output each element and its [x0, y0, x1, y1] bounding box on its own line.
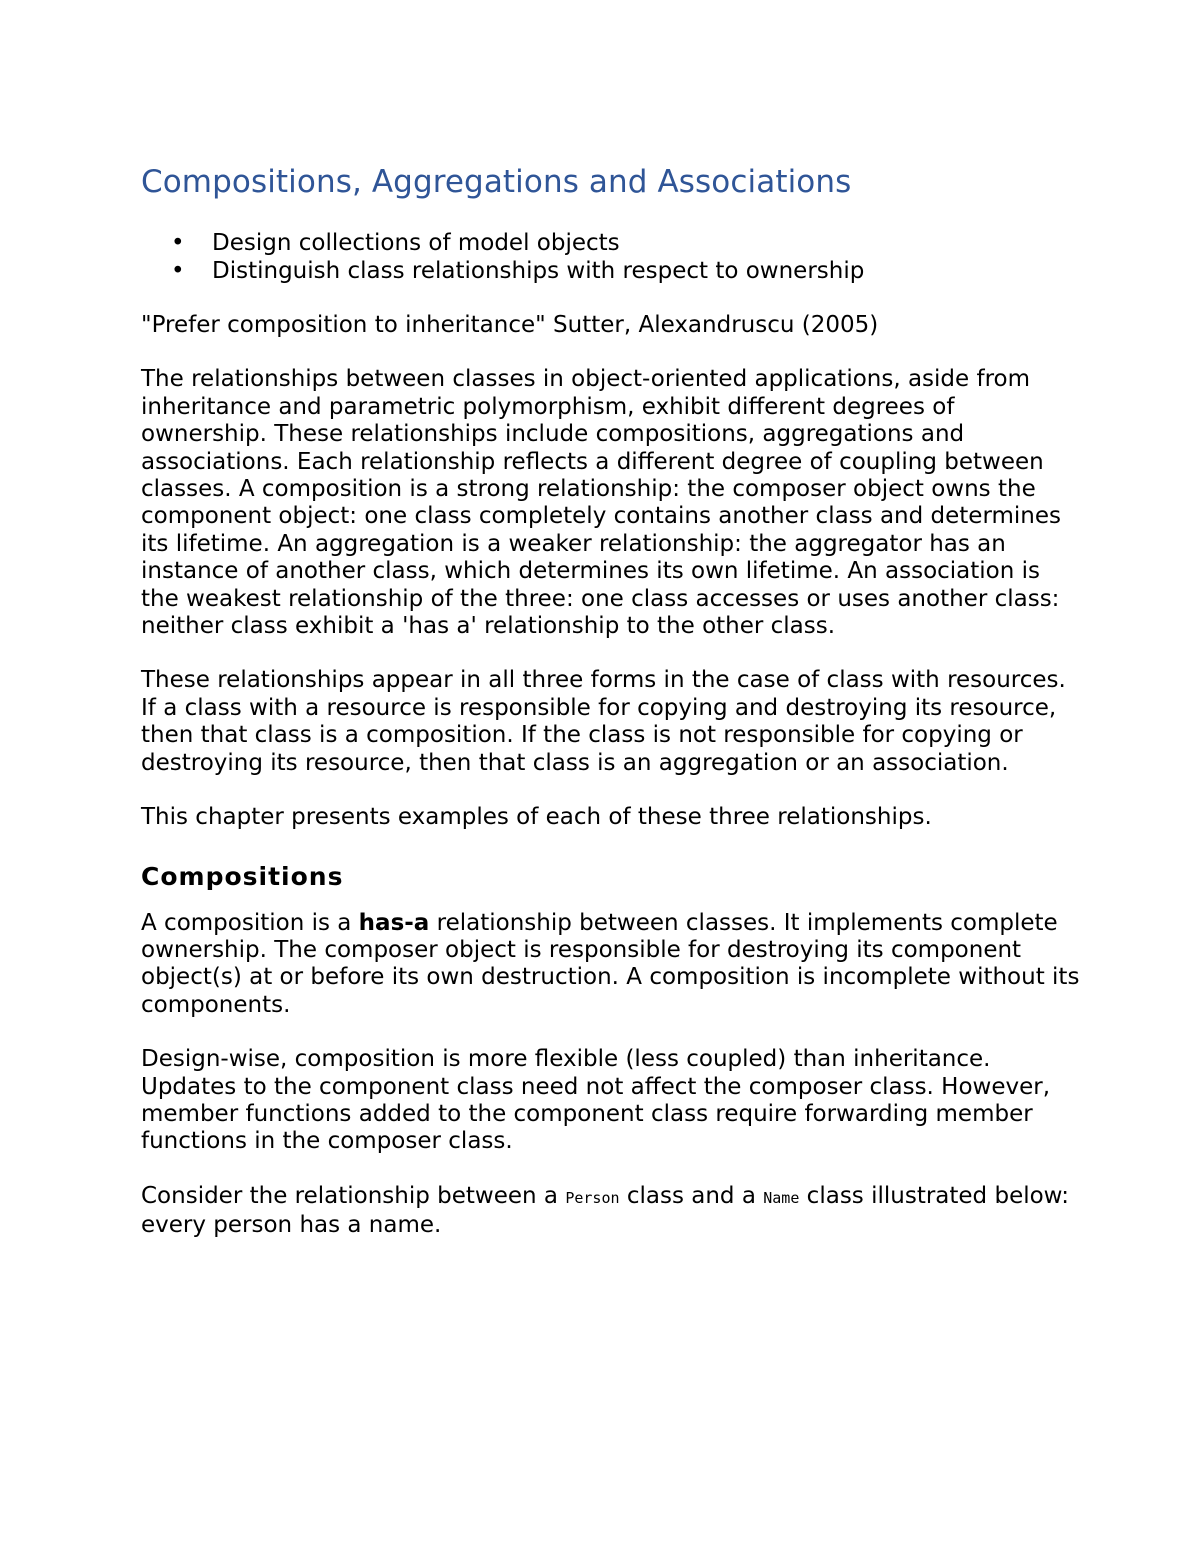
list-item [141, 230, 1081, 258]
text-run: Consider the relationship between a [141, 1182, 566, 1209]
intro-paragraph: This chapter presents examples of each of these three relationships. [141, 804, 932, 831]
bullet-icon: • [171, 230, 185, 256]
bullet-icon: • [171, 257, 185, 284]
code-term: Name [763, 1188, 800, 1207]
document-page [141, 160, 1081, 1240]
code-term: Person [565, 1188, 620, 1207]
composition-paragraph [141, 910, 1081, 1020]
intro-paragraph: These relationships appear in all three forms in the case of class with resources. If a class with a resource is responsible for copying and destroying its resource, then that class is a composition. If the class is not responsible for copying or destroying its resource, then that class is an aggregation or an association. [141, 667, 1066, 776]
text-run: class illustrated below: every person has a name. [141, 1182, 1069, 1239]
objective-text: Distinguish class relationships with respect to ownership [212, 257, 865, 284]
objective-text: Design collections of model objects [212, 230, 620, 256]
page-title: Compositions, Aggregations and Associations [141, 164, 852, 200]
composition-paragraph: Design-wise, composition is more flexible (less coupled) than inheritance. Updates to the component class need not affect the composer class. However, member functions added to the component class require forwarding member functions in the composer class. [141, 1046, 1051, 1155]
composition-paragraph [141, 1183, 1081, 1240]
epigraph-quote: "Prefer composition to inheritance" Sutter, Alexandruscu (2005) [141, 312, 879, 338]
intro-paragraph: The relationships between classes in object-oriented applications, aside from inheritance and parametric polymorphism, exhibit different degrees of ownership. These relationships include compositions, aggregations and associations. Each relationship reflects a different degree of coupling between classes. A composition is a strong relationship: the composer object owns the component object: one class completely contains another class and determines its lifetime. An aggregation is a weaker relationship: the aggregator has an instance of another class, which determines its own lifetime. An association is the weakest relationship of the three: one class accesses or uses another class: neither class exhibit a 'has a' relationship to the other class. [141, 366, 1062, 640]
text-run: A composition is a [141, 909, 359, 936]
objectives-list [141, 230, 1081, 285]
text-run: class and a [619, 1182, 764, 1209]
text-run: relationship between classes. It implements complete ownership. The composer object is responsible for destroying its component object(s) at or before its own destruction. A composition is incomplete without its components. [141, 909, 1080, 1018]
list-item [141, 258, 1081, 286]
bold-term: has-a [358, 909, 430, 936]
section-heading: Compositions [141, 861, 344, 891]
